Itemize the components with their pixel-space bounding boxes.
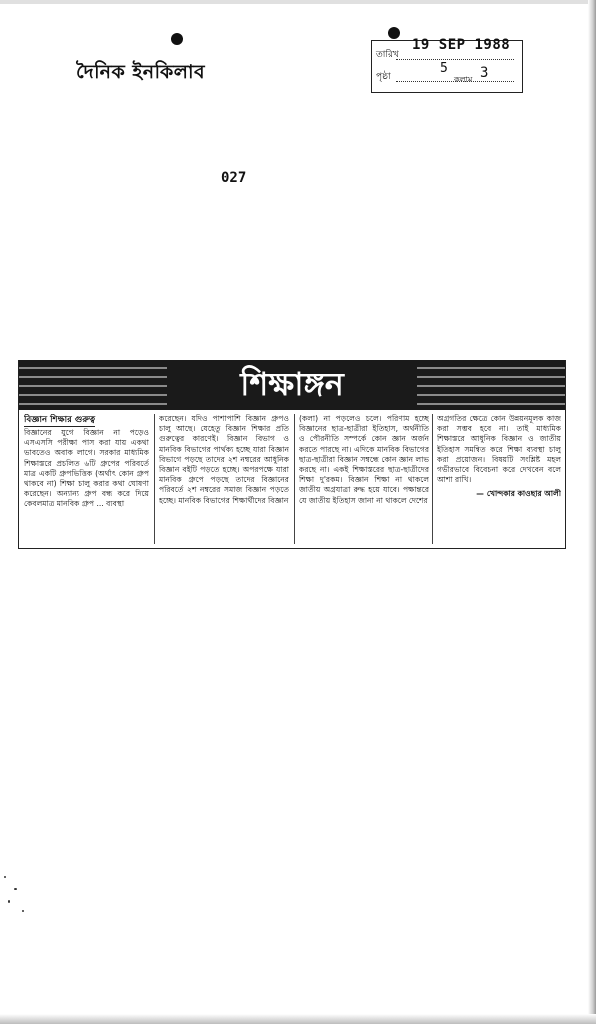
scan-speck — [4, 876, 6, 878]
stamp-date-label: তারিখ — [376, 50, 399, 60]
newspaper-masthead: দৈনিক ইনকিলাব — [76, 61, 206, 83]
column-text: অগ্রগতির ক্ষেত্রে কোন উন্নয়নমূলক কাজ করা সম্ভব হবে না। তাই মাধ্যমিক শিক্ষাস্তরে আধুনিক বিজ্ঞান ও জাতীয় ইতিহাস সমন্বিত করে শিক্ষা ব্যবস্থা চালু করা প্রয়োজন। বিষয়টি সংশ্লিষ্ট মহল গভীরভাবে বিবেচনা করে দেখবেন বলে আশা রাখি। — [437, 414, 561, 485]
article-column — [437, 414, 561, 546]
article-columns — [19, 414, 565, 546]
article-title: বিজ্ঞান শিক্ষার গুরুত্ব — [24, 415, 96, 425]
column-divider — [154, 414, 155, 544]
column-text: বিজ্ঞানের যুগে বিজ্ঞান না পড়েও এসএসসি পরীক্ষা পাস করা যায় একথা ভাবতেও অবাক লাগে। সরকার মাধ্যমিক শিক্ষাস্তরে প্রচলিত ৬টি গ্রুপের পরিবর্তে মাত্র একটি গ্রুপভিত্তিক (অর্থাৎ কোন গ্রুপ থাকবে না) শিক্ষা চালু করার কথা ঘোষণা করেছেন। অন্যান্য গ্রুপ বন্ধ করে দিয়ে কেবলমাত্র মানবিক গ্রুপ ... ব্যবস্থা — [24, 428, 149, 509]
article-column — [24, 414, 149, 546]
page-right-edge — [588, 0, 596, 1024]
stamp-page-value: 5 — [440, 61, 448, 76]
article-column — [159, 414, 289, 546]
banner-title: শিক্ষাঙ্গন — [240, 365, 344, 403]
page-top-edge — [0, 0, 596, 4]
newspaper-clipping — [18, 360, 566, 549]
punch-hole-left — [171, 33, 183, 45]
page-bottom-edge — [0, 1014, 596, 1024]
column-text: (কলা) না পড়লেও চলে। পরিণাম হচ্ছে বিজ্ঞানের ছাত্র-ছাত্রীরা ইতিহাস, অর্থনীতি ও পৌরনীতি সম্পর্কে কোন জ্ঞান অর্জন করতে পারছে না। এদিকে মানবিক বিভাগের ছাত্র-ছাত্রীরা বিজ্ঞান সম্বন্ধে কোন জ্ঞান লাভ করছে না। একই শিক্ষাস্তরের ছাত্র-ছাত্রীদের শিক্ষা দু'রকম। বিজ্ঞান শিক্ষা না থাকলে জাতীয় অগ্রযাত্রা রুদ্ধ হয়ে যাবে। পক্ষান্তরে যে জাতীয় ইতিহাস জানা না থাকলে দেশের — [299, 414, 429, 505]
column-divider — [432, 414, 433, 544]
scan-speck — [22, 910, 24, 912]
stamp-date: 19 SEP 1988 — [412, 37, 511, 53]
serial-number: 027 — [221, 170, 247, 186]
scan-specks — [0, 870, 40, 930]
column-text: করেছেন। যদিও পাশাপাশি বিজ্ঞান গ্রুপও চালু আছে। যেহেতু বিজ্ঞান শিক্ষার প্রতি গুরুত্বের কারণেই। বিজ্ঞান বিভাগ ও মানবিক বিভাগের পার্থক্য হচ্ছে যারা বিজ্ঞান বিভাগে পড়ছে তাদের ২শ নম্বরের আধুনিক বিজ্ঞান বইটি পড়তে হচ্ছে। অপরপক্ষে যারা মানবিক গ্রুপে পড়ছে তাদের বিজ্ঞানের পরিবর্তে ২শ নম্বরের সমাজ বিজ্ঞান পড়তে হচ্ছে। মানবিক বিভাগের শিক্ষার্থীদের বিজ্ঞান — [159, 414, 289, 505]
stamp-column-label: কলাম — [454, 75, 473, 84]
article-column — [299, 414, 429, 546]
column-divider — [294, 414, 295, 544]
archive-date-stamp — [371, 37, 523, 93]
scan-speck — [8, 900, 10, 903]
scan-speck — [14, 888, 17, 890]
stamp-page-label: পৃষ্ঠা — [376, 72, 391, 82]
stamp-dotted-line — [396, 59, 514, 60]
article-byline: — খোন্দকার কাওছার আলী — [437, 489, 561, 499]
stamp-column-value: 3 — [480, 65, 489, 81]
stamp-dotted-line — [396, 81, 514, 82]
punch-hole-right — [388, 27, 400, 39]
section-banner — [19, 360, 565, 410]
